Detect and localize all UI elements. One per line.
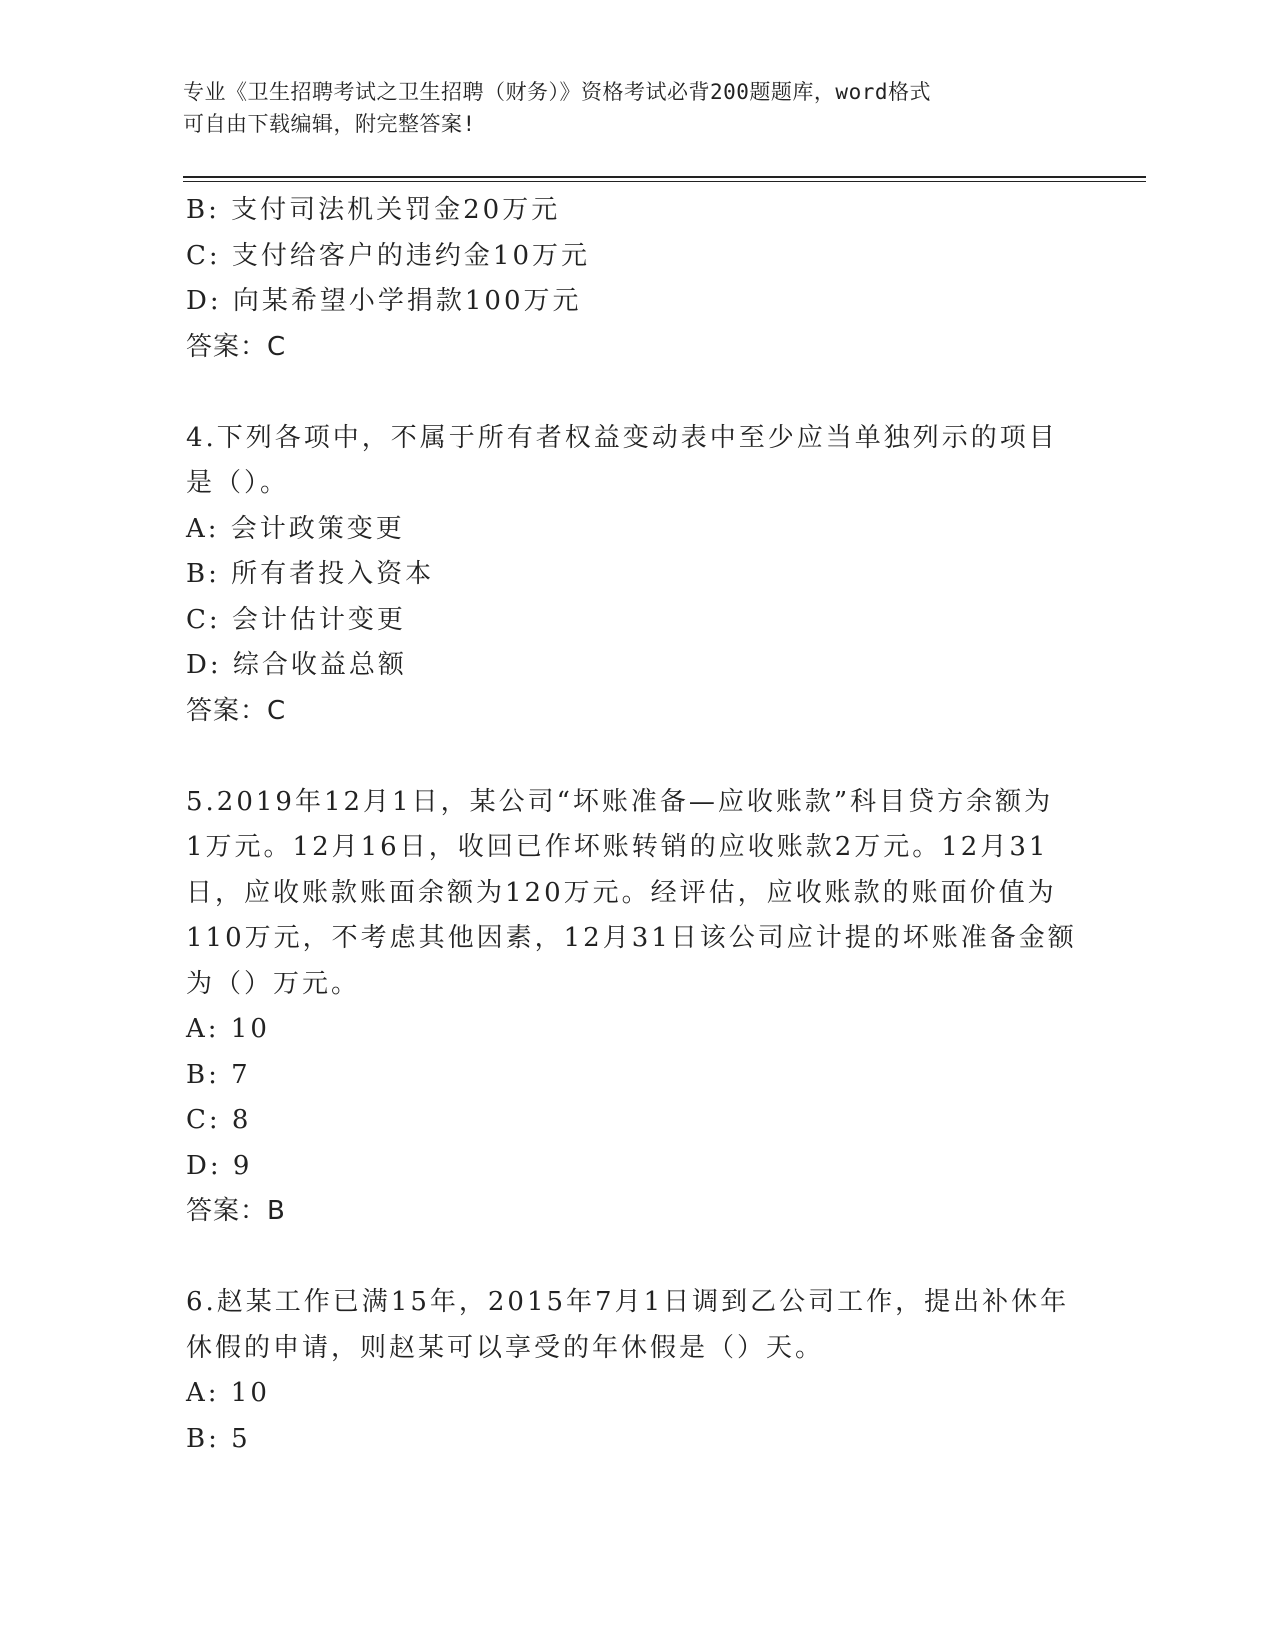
header-line-2: 可自由下载编辑，附完整答案!: [183, 112, 476, 136]
spacer: [186, 370, 1086, 416]
question-4: [186, 416, 1086, 735]
q6-option-b: B: 5: [186, 1423, 251, 1454]
q5-option-b: B: 7: [186, 1059, 251, 1090]
q6-option-a: A: 10: [186, 1378, 270, 1408]
q6-stem-line-2: 休假的申请，则赵某可以享受的年休假是（）天。: [186, 1332, 825, 1363]
q5-answer: 答案：B: [186, 1196, 286, 1226]
question-3: [186, 188, 1086, 370]
q3-answer: 答案：C: [186, 331, 287, 362]
q5-option-c: C: 8: [186, 1105, 252, 1135]
q4-option-a: A: 会计政策变更: [186, 513, 405, 544]
question-content: [186, 188, 1086, 1462]
q4-option-b: B: 所有者投入资本: [186, 559, 435, 589]
q3-option-c: C: 支付给客户的违约金10万元: [186, 240, 591, 271]
q4-answer: 答案：C: [186, 695, 287, 726]
q6-stem-line-1: 6.赵某工作已满15年，2015年7月1日调到乙公司工作，提出补休年: [186, 1287, 1070, 1317]
q4-option-d: D: 综合收益总额: [186, 650, 407, 680]
q5-stem-line-3: 日，应收账款账面余额为120万元。经评估，应收账款的账面价值为: [186, 877, 1057, 908]
q4-stem-line-2: 是（）。: [186, 468, 290, 498]
q5-option-a: A: 10: [186, 1014, 270, 1044]
q5-stem-line-2: 1万元。12月16日，收回已作坏账转销的应收账款2万元。12月31: [186, 832, 1049, 862]
header-divider-thin: [183, 181, 1146, 182]
q3-option-d: D: 向某希望小学捐款100万元: [186, 286, 582, 316]
q5-option-d: D: 9: [186, 1150, 253, 1181]
q4-option-c: C: 会计估计变更: [186, 604, 406, 635]
q3-option-b: B: 支付司法机关罚金20万元: [186, 195, 561, 225]
q4-stem-line-1: 4.下列各项中，不属于所有者权益变动表中至少应当单独列示的项目: [186, 422, 1058, 453]
q5-stem-line-5: 为（）万元。: [186, 968, 361, 999]
q5-stem-line-4: 110万元，不考虑其他因素，12月31日该公司应计提的坏账准备金额: [186, 923, 1077, 953]
q5-stem-line-1: 5.2019年12月1日，某公司“坏账准备—应收账款”科目贷方余额为: [186, 786, 1054, 817]
document-header: [183, 76, 1063, 140]
spacer: [186, 734, 1086, 780]
question-6: [186, 1280, 1086, 1462]
spacer: [186, 1235, 1086, 1281]
question-5: [186, 780, 1086, 1235]
header-divider-thick: [183, 176, 1146, 178]
header-line-1: 专业《卫生招聘考试之卫生招聘（财务）》资格考试必背200题题库，word格式: [183, 80, 931, 104]
